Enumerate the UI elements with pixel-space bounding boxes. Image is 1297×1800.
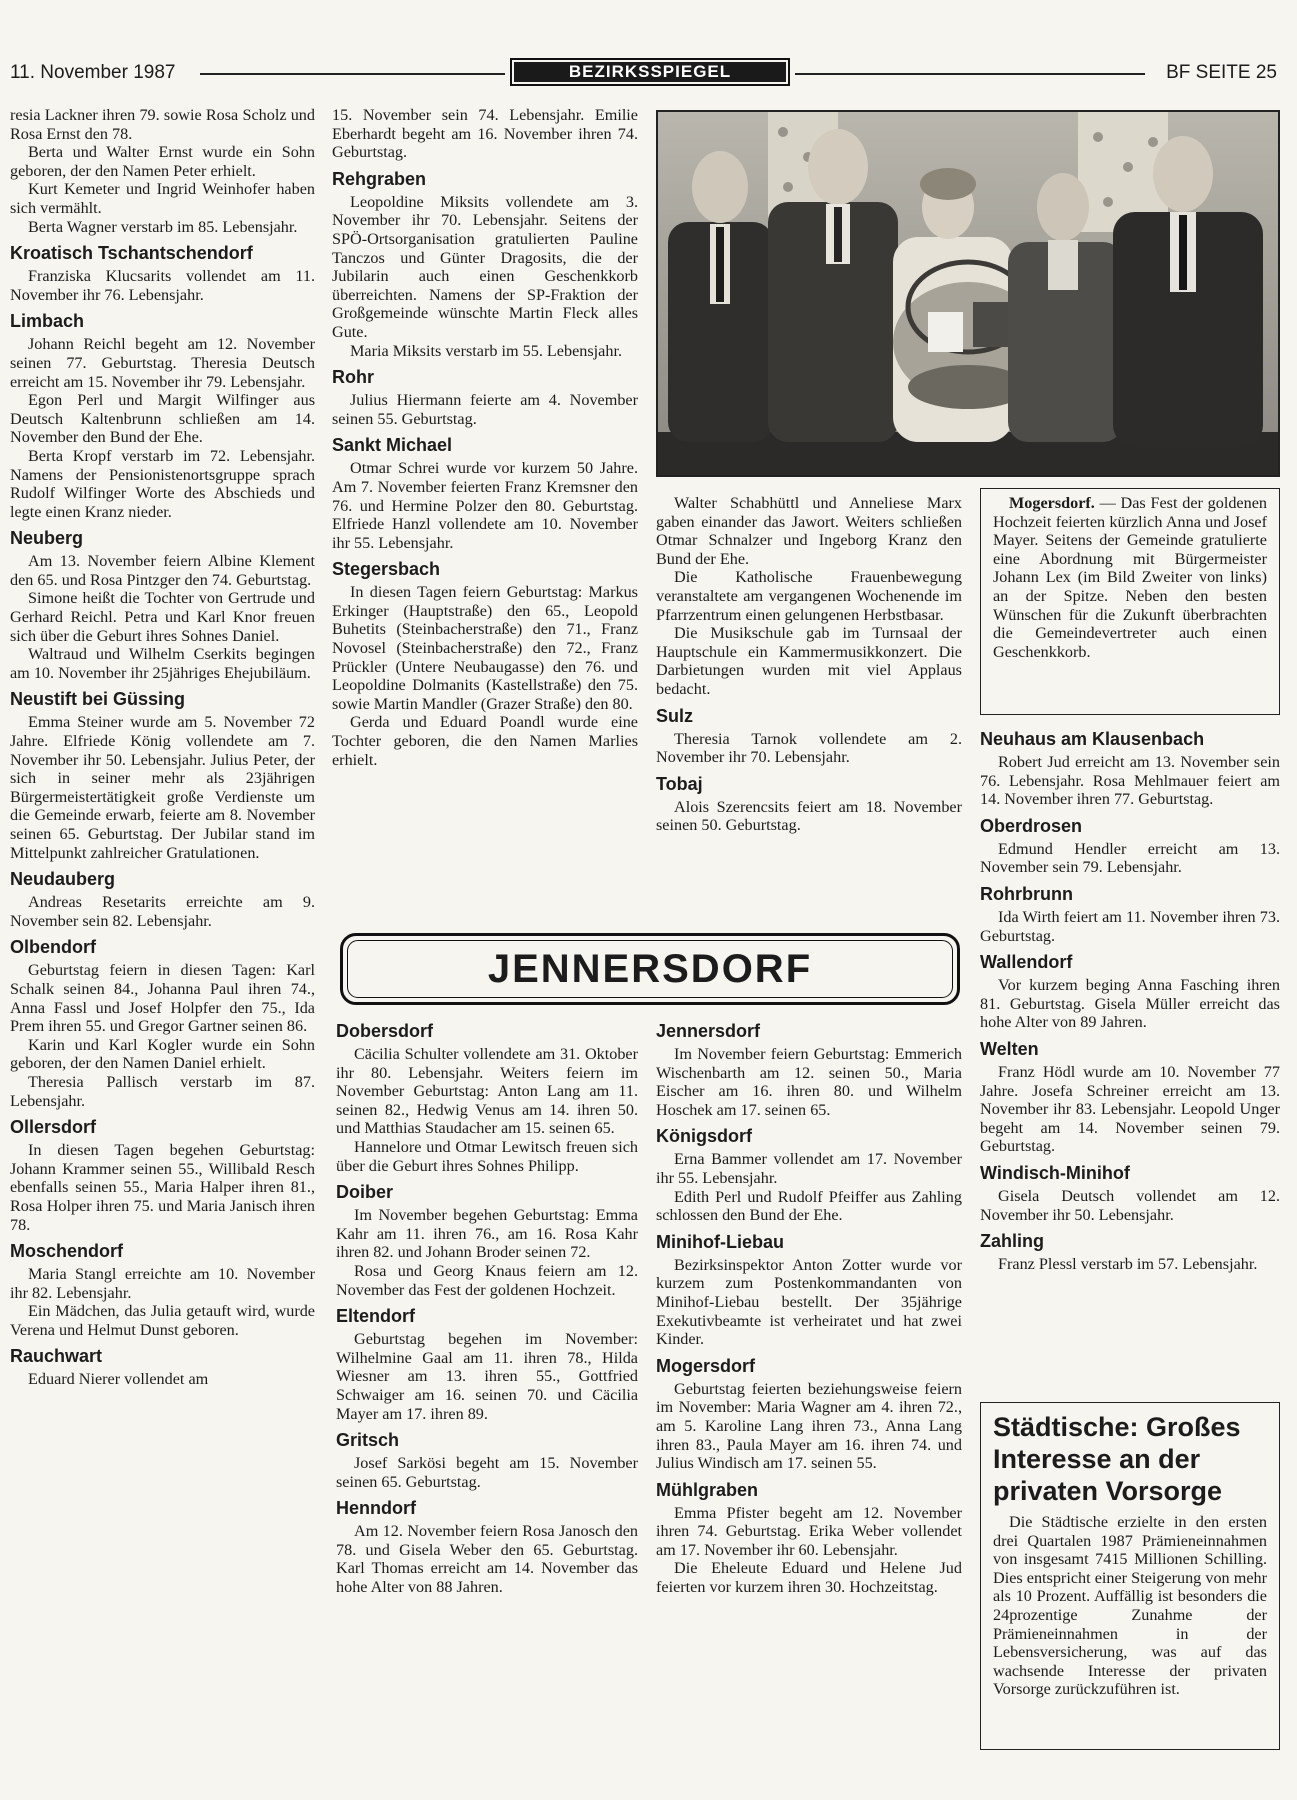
article-text: Ida Wirth feiert am 11. November ihren 73. Geburtstag.	[980, 907, 1280, 945]
town-heading: Stegersbach	[332, 559, 441, 580]
article-text: Berta Wagner verstarb im 85. Lebensjahr.	[28, 217, 298, 236]
article-text: Simone heißt die Tochter von Gertrude und Gerhard Reichl. Petra und Karl Knor freuen sich über die Geburt ihres Sohnes Daniel.	[10, 589, 315, 645]
article-text: Im November begehen Geburtstag: Emma Kahr am 11. ihren 76., am 16. Rosa Kahr ihren 82. und Johann Broder seinen 72.	[336, 1206, 638, 1262]
insurance-article	[980, 1402, 1280, 1750]
caption-lead: Mogersdorf.	[1009, 494, 1095, 512]
article-text: Josef Sarkösi begeht am 15. November seinen 65. Geburtstag.	[336, 1454, 638, 1491]
issue-date: 11. November 1987	[10, 62, 176, 83]
column-1	[10, 106, 315, 1389]
town-heading: Sulz	[656, 705, 694, 726]
town-heading: Moschendorf	[10, 1241, 124, 1262]
article-text: 15. November sein 74. Lebensjahr. Emilie Eberhardt begeht am 16. November ihren 74. Geburtstag.	[332, 106, 638, 162]
town-heading: Rauchwart	[10, 1346, 103, 1367]
town-heading: Tobaj	[656, 773, 703, 794]
photo-illustration	[658, 112, 1278, 475]
town-heading: Minihof-Liebau	[656, 1231, 784, 1252]
town-heading: Windisch-Minihof	[980, 1162, 1130, 1183]
article-text: Edith Perl und Rudolf Pfeiffer aus Zahling schlossen den Bund der Ehe.	[656, 1187, 962, 1225]
header-rule-right	[795, 73, 1145, 75]
article-text: Egon Perl und Margit Wilfinger aus Deutsch Kaltenbrunn schließen am 14. November den Bund der Ehe.	[10, 391, 315, 447]
town-heading: Eltendorf	[336, 1306, 415, 1327]
article-text: Andreas Resetarits erreichte am 9. November sein 82. Lebensjahr.	[10, 893, 315, 930]
article-text: Die Katholische Frauenbewegung veranstaltete am vergangenen Wochenende im Pfarrzentrum einen gelungenen Herbstbasar.	[656, 568, 962, 624]
column-6	[656, 1020, 962, 1597]
town-heading: Henndorf	[336, 1498, 416, 1519]
article-text: Geburtstag begehen im November: Wilhelmine Gaal am 11. ihren 78., Hilda Wiesner am 13. ihren 55., Gottfried Schwaiger am 16. seinen 70. und Cäcilia Mayer am 17. ihren 89.	[336, 1330, 638, 1423]
article-text: Leopoldine Miksits vollendete am 3. November ihr 70. Lebensjahr. Seitens der SPÖ-Ortsorganisation gratulierten Pauline Tanczos und Günter Dragosits, die der Jubilarin auch einen Geschenkkorb überreichten. Namens der SP-Fraktion der Großgemeinde wünschte Martin Fleck alles Gute.	[332, 192, 638, 341]
article-text: Geburtstag feierten beziehungsweise feiern im November: Maria Wagner am 4. ihren 72., am 5. Karoline Lang ihren 73., Anna Lang ihren 83., Paula Mayer am 16. ihren 74. und Julius Windisch am 17. seinen 55.	[656, 1379, 962, 1473]
article-text: Die Eheleute Eduard und Helene Jud feierten vor kurzem ihren 30. Hochzeitstag.	[656, 1559, 962, 1597]
article-text: Walter Schabhüttl und Anneliese Marx gaben einander das Jawort. Weiters schließen Otmar Schnalzer und Ingeborg Kranz den Bund der Ehe.	[656, 494, 962, 568]
district-banner	[340, 933, 960, 1005]
article-text: Emma Steiner wurde am 5. November 72 Jahre. Elfriede König vollendete am 7. November ihr 50. Lebensjahr. Julius Peter, der sich in seiner mehr als 23jährigen Bürgermeistertätigkeit große Verdienste um die Gemeinde erwarb, feierte am 8. November seinen 65. Geburtstag. Der Jubilar stand im Mittelpunkt zahlreicher Gratulationen.	[10, 713, 315, 862]
article-text: Am 13. November feiern Albine Klement den 65. und Rosa Pintzger den 74. Geburtstag.	[10, 552, 315, 589]
town-heading: Gritsch	[336, 1430, 400, 1451]
article-text: Gisela Deutsch vollendet am 12. November ihr 50. Lebensjahr.	[980, 1186, 1280, 1224]
article-text: Theresia Tarnok vollendete am 2. November ihr 70. Lebensjahr.	[656, 729, 962, 767]
town-heading: Neuberg	[10, 528, 84, 549]
section-label-box	[510, 58, 790, 86]
header-rule-left	[200, 73, 505, 75]
town-heading: Dobersdorf	[336, 1021, 434, 1041]
town-heading: Olbendorf	[10, 937, 96, 958]
town-heading: Zahling	[980, 1231, 1044, 1252]
town-heading: Mogersdorf	[656, 1355, 755, 1376]
district-banner-title: JENNERSDORF	[347, 940, 953, 998]
article-text: Emma Pfister begeht am 12. November ihren 74. Geburtstag. Erika Weber vollendet am 17. November ihr 60. Lebensjahr.	[656, 1503, 962, 1559]
article-text: Otmar Schrei wurde vor kurzem 50 Jahre. Am 7. November feierten Franz Kremsner den 76. und Hermine Polzer den 80. Geburtstag. Elfriede Hanzl vollendete am 10. November ihr 55. Lebensjahr.	[332, 459, 638, 552]
article-text: Eduard Nierer vollendet am	[28, 1370, 209, 1389]
article-text: Maria Stangl erreichte am 10. November ihr 82. Lebensjahr.	[10, 1265, 315, 1302]
town-heading: Kroatisch Tschantschendorf	[10, 243, 253, 264]
town-heading: Neudauberg	[10, 869, 116, 890]
town-heading: Mühlgraben	[656, 1479, 758, 1500]
article-text: Franz Hödl wurde am 10. November 77 Jahre. Josefa Schreiner erreicht am 13. November ihr 83. Lebensjahr. Leopold Unger begeht am 14. November seinen 79. Geburtstag.	[980, 1062, 1280, 1156]
column-5	[336, 1020, 638, 1597]
article-text: Ein Mädchen, das Julia getauft wird, wurde Verena und Helmut Dunst geboren.	[10, 1302, 315, 1339]
article-body: Die Städtische erzielte in den ersten drei Quartalen 1987 Prämieneinnahmen von insgesamt 7415 Millionen Schilling. Dies entspricht einer Steigerung von mehr als 10 Prozent. Auffällig ist besonders die 24prozentige Zunahme der Prämieneinnahmen in der Lebensversicherung, was auf das wachsende Interesse der privaten Vorsorge zurückzuführen ist.	[993, 1513, 1267, 1699]
town-heading: Rohr	[332, 367, 374, 388]
article-text: Rosa und Georg Knaus feiern am 12. November das Fest der goldenen Hochzeit.	[336, 1261, 638, 1299]
article-text: Am 12. November feiern Rosa Janosch den 78. und Gisela Weber den 65. Geburtstag. Karl Thomas erreicht am 14. November das hohe Alter von 88 Jahren.	[336, 1522, 638, 1597]
article-text: Berta Kropf verstarb im 72. Lebensjahr. Namens der Pensionistenortsgruppe sprach Rudolf Wilfinger Worte des Abschieds und legte einen Kranz nieder.	[10, 446, 315, 521]
article-text: Geburtstag feiern in diesen Tagen: Karl Schalk seinen 84., Johanna Paul ihren 74., Anna Fassl und Josef Holpfer den 75., Ida Prem ihren 55. und Gregor Gartner seinen 86.	[10, 961, 315, 1036]
article-text: Edmund Hendler erreicht am 13. November sein 79. Lebensjahr.	[980, 839, 1280, 877]
page-header	[0, 58, 1297, 92]
article-text: Berta und Walter Ernst wurde ein Sohn geboren, der den Namen Peter erhielt.	[10, 143, 315, 180]
photo-caption	[980, 488, 1280, 715]
article-text: Theresia Pallisch verstarb im 87. Lebensjahr.	[10, 1072, 315, 1110]
article-text: Erna Bammer vollendet am 17. November ihr 55. Lebensjahr.	[656, 1150, 962, 1187]
article-text: Karin und Karl Kogler wurde ein Sohn geboren, der den Namen Daniel erhielt.	[10, 1035, 315, 1073]
town-heading: Limbach	[10, 311, 85, 332]
article-text: Franziska Klucsarits vollendet am 11. November ihr 76. Lebensjahr.	[10, 267, 315, 304]
article-text: Cäcilia Schulter vollendete am 31. Oktober ihr 80. Lebensjahr. Weiters feiern im November Geburtstag: Anton Lang am 11. seinen 82., Hedwig Venus am 14. ihren 50. und Matthias Staudacher am 15. seinen 65.	[336, 1045, 638, 1138]
article-text: Alois Szerencsits feiert am 18. November seinen 50. Geburtstag.	[656, 797, 962, 835]
article-text: Die Musikschule gab im Turnsaal der Hauptschule ein Kammermusikkonzert. Die Darbietungen wurden mit viel Applaus bedacht.	[656, 624, 962, 698]
town-heading: Ollersdorf	[10, 1117, 97, 1138]
article-text: Franz Plessl verstarb im 57. Lebensjahr.	[998, 1255, 1258, 1274]
caption-text: — Das Fest der goldenen Hochzeit feierten kürzlich Anna und Josef Mayer. Seitens der Gemeinde gratulierte eine Abordnung mit Bürgermeister Johann Lex (im Bild Zweiter von links) an der Spitze. Neben den besten Wünschen für die Zukunft überbrachten die Gemeindevertreter auch einen Geschenkkorb.	[993, 494, 1267, 661]
article-text: Gerda und Eduard Poandl wurde eine Tochter geboren, die den Namen Marlies erhielt.	[332, 713, 638, 769]
article-text: Julius Hiermann feierte am 4. November seinen 55. Geburtstag.	[332, 391, 638, 428]
town-heading: Wallendorf	[980, 952, 1073, 973]
column-2	[332, 106, 638, 769]
article-text: In diesen Tagen feiern Geburtstag: Markus Erkinger (Hauptstraße) den 65., Leopold Buhetits (Steinbacherstraße) den 71., Franz Novosel (Steinbacherstraße) den 72., Franz Prückler (Untere Neubaugasse) den 76. und Leopoldine Dolmanits (Kastellstraße) den 75. sowie Martin Mandler (Grazer Straße) den 80.	[332, 583, 638, 713]
town-heading: Königsdorf	[656, 1126, 752, 1147]
town-heading: Welten	[980, 1038, 1039, 1059]
article-text: resia Lackner ihren 79. sowie Rosa Scholz und Rosa Ernst den 78.	[10, 106, 315, 143]
article-text: Hannelore und Otmar Lewitsch freuen sich über die Geburt ihres Sohnes Philipp.	[336, 1137, 638, 1175]
section-label: BEZIRKSSPIEGEL	[514, 62, 786, 82]
article-text: Johann Reichl begeht am 12. November seinen 77. Geburtstag. Theresia Deutsch erreicht am 15. November ihr 79. Lebensjahr.	[10, 335, 315, 391]
article-text: Maria Miksits verstarb im 55. Lebensjahr.	[350, 341, 622, 360]
town-heading: Jennersdorf	[656, 1021, 761, 1041]
town-heading: Rohrbrunn	[980, 883, 1073, 904]
town-heading: Neustift bei Güssing	[10, 689, 186, 710]
town-heading: Sankt Michael	[332, 435, 453, 456]
town-heading: Oberdrosen	[980, 815, 1083, 836]
article-text: In diesen Tagen begehen Geburtstag: Johann Krammer seinen 55., Willibald Resch ebenfalls seinen 55., Maria Halper ihren 81., Rosa Holper ihren 75. und Maria Janisch ihren 78.	[10, 1141, 315, 1234]
town-heading: Rehgraben	[332, 168, 427, 189]
article-text: Bezirksinspektor Anton Zotter wurde vor kurzem zum Postenkommandanten von Minihof-Liebau bestellt. Der 35jährige Exekutivbeamte ist verheiratet und hat zwei Kinder.	[656, 1255, 962, 1349]
article-headline: Städtische: Großes Interesse an der privaten Vorsorge	[993, 1412, 1241, 1506]
article-text: Kurt Kemeter und Ingrid Weinhofer haben sich vermählt.	[10, 180, 315, 217]
town-heading: Doiber	[336, 1182, 394, 1203]
article-text: Vor kurzem beging Anna Fasching ihren 81. Geburtstag. Gisela Müller erreicht das hohe Alter von 89 Jahren.	[980, 976, 1280, 1032]
article-text: Im November feiern Geburtstag: Emmerich Wischenbarth am 12. seinen 50., Maria Eischer am 16. ihren 80. und Wilhelm Hoschek am 17. seinen 65.	[656, 1045, 962, 1119]
town-heading: Neuhaus am Klausenbach	[980, 729, 1205, 749]
article-text: Robert Jud erreicht am 13. November sein 76. Lebensjahr. Rosa Mehlmauer feiert am 14. November ihren 77. Geburtstag.	[980, 753, 1280, 809]
column-3	[656, 494, 962, 835]
group-photo	[656, 110, 1280, 477]
column-4	[980, 728, 1280, 1274]
page-number: BF SEITE 25	[1166, 62, 1277, 83]
article-text: Waltraud und Wilhelm Cserkits begingen am 10. November ihr 25jähriges Ehejubiläum.	[10, 645, 315, 682]
